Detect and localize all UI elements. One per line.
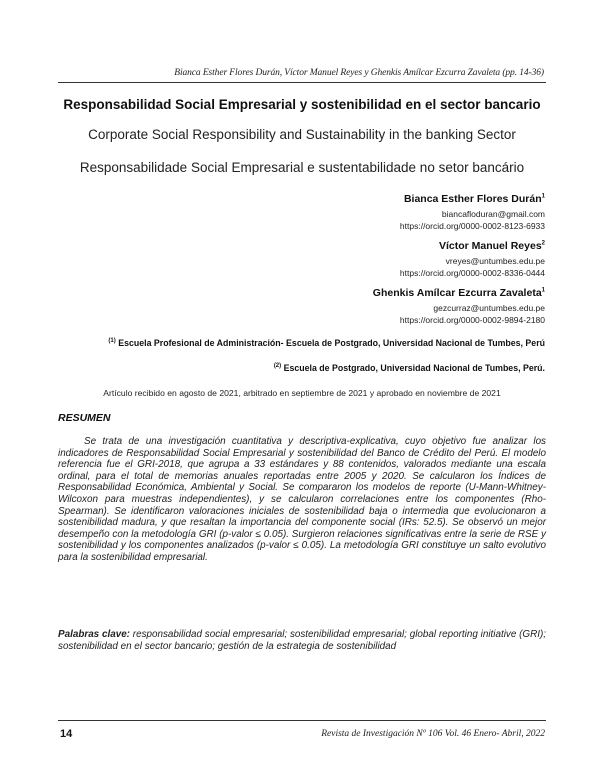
affiliation-2: $^{(2)}$ Escuela de Postgrado, Universidad Nacional de Tumbes, Perú. <box>273 362 545 373</box>
keywords <box>58 629 546 652</box>
author-orcid[interactable]: https://orcid.org/0000-0002-9894-2180 <box>399 315 545 325</box>
keywords-text: responsabilidad social empresarial; sostenibilidad empresarial; global reporting initiative (GRI); sostenibilidad en el sector bancario; gestión de la estrategia de sostenibilidad <box>58 629 547 652</box>
author-email[interactable]: vreyes@untumbes.edu.pe <box>445 256 545 266</box>
title-english: Corporate Social Responsibility and Sustainability in the banking Sector <box>88 127 516 142</box>
abstract-heading: RESUMEN <box>58 412 111 424</box>
title-portuguese: Responsabilidade Social Empresarial e sustentabilidade no setor bancário <box>79 160 525 175</box>
author-2 <box>400 240 545 279</box>
page-number: 14 <box>60 728 73 740</box>
footer-rule <box>58 720 546 721</box>
author-email[interactable]: gezcurraz@untumbes.edu.pe <box>433 303 545 313</box>
journal-footer: Revista de Investigación Nº 106 Vol. 46 Enero- Abril, 2022 <box>321 729 545 739</box>
author-email[interactable]: biancafloduran@gmail.com <box>441 209 545 219</box>
author-name: Bianca Esther Flores Durán$^1$ <box>403 193 545 205</box>
affiliation-1: $^{(1)}$ Escuela Profesional de Administración- Escuela de Postgrado, Universidad Nacional de Tumbes, Perú <box>108 337 545 348</box>
header-rule <box>58 82 546 83</box>
abstract-text: Se trata de una investigación cuantitativa y descriptiva-explicativa, cuyo objetivo fue analizar los indicadores de Responsabilidad Social Empresarial y sostenibilidad del Banco de Crédito del Perú. El modelo referencia fue el GRI-2018, que agrupa a 33 estándares y 88 contenidos, valorados mediante una escala ordinal, para el total de memorias anuales reportadas entre 2005 y 2020. Se calcularon los Índices de Responsabilidad Económica, Ambiental y Social. Se compararon los modelos de reporte (U-Mann-Whitney-Wilcoxon para muestras independientes), y se calcularon correlaciones entre los componentes (Rho-Spearman). Se identificaron valoraciones iniciales de sostenibilidad baja o intermedia que evolucionaron a sostenibilidad madura, y que resaltan la importancia del componente social (IRs: 52.5). Se observó un mejor desempeño con la metodología GRI (p-valor ≤ 0.05). Surgieron relaciones significativas entre la serie de RSE y sostenibilidad y los componentes analizados (p-valor ≤ 0.05). La metodología GRI constituye un salto evolutivo para la sostenibilidad empresarial. <box>58 436 546 563</box>
author-name: Víctor Manuel Reyes$^2$ <box>438 240 545 252</box>
author-name: Ghenkis Amílcar Ezcurra Zavaleta$^1$ <box>372 287 545 299</box>
title-spanish: Responsabilidad Social Empresarial y sostenibilidad en el sector bancario <box>63 97 541 112</box>
author-orcid[interactable]: https://orcid.org/0000-0002-8336-0444 <box>399 268 545 278</box>
author-3 <box>373 287 545 326</box>
author-1 <box>400 193 545 232</box>
author-orcid[interactable]: https://orcid.org/0000-0002-8123-6933 <box>399 221 545 231</box>
received-note: Artículo recibido en agosto de 2021, arbitrado en septiembre de 2021 y aprobado en noviembre de 2021 <box>103 388 501 398</box>
running-head: Bianca Esther Flores Durán, Víctor Manuel Reyes y Ghenkis Amílcar Ezcurra Zavaleta (pp. 14-36) <box>174 68 544 78</box>
keywords-label: Palabras clave: <box>58 629 130 640</box>
